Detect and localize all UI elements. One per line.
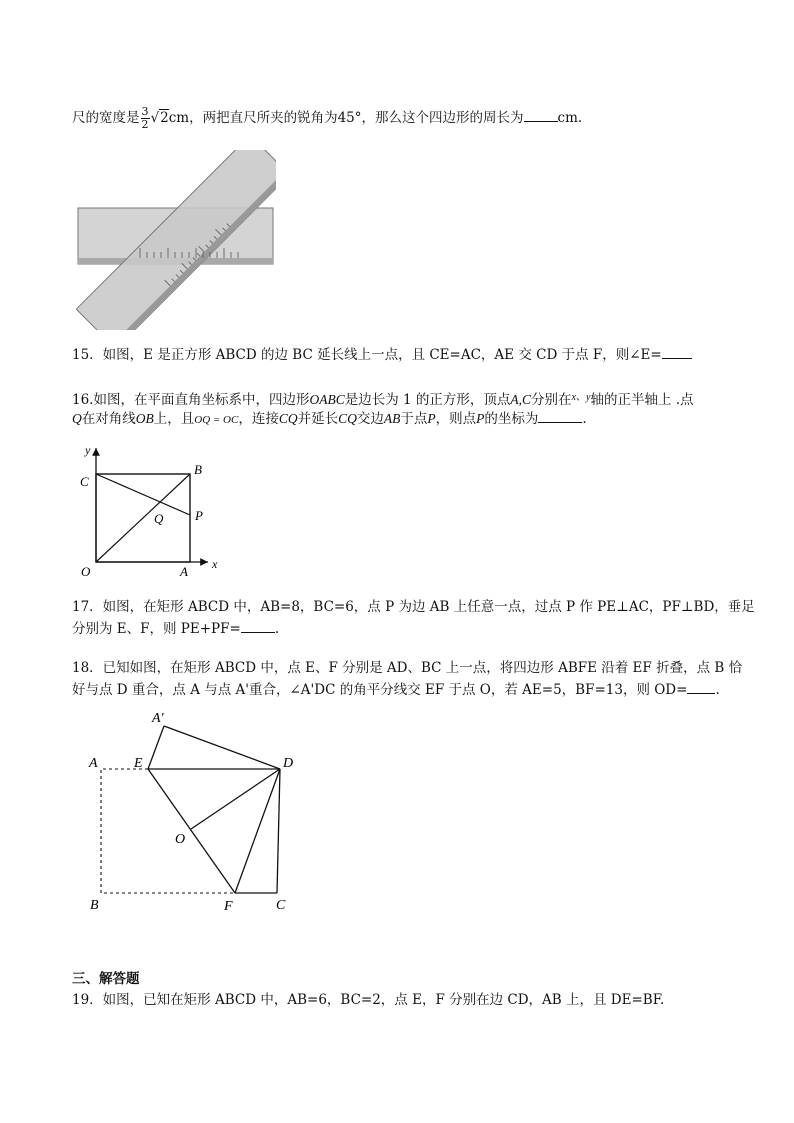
dashed-ABF	[101, 769, 235, 893]
figure-rulers	[76, 150, 276, 330]
answer-blank[interactable]	[662, 345, 692, 359]
figure-coordinate-square	[72, 440, 232, 580]
label-A: A	[89, 756, 98, 771]
question-16-line2: Q在对角线OB上，且OQ = OC，连接CQ并延长CQ交边AB于点P，则点P的坐标为 .	[72, 411, 587, 427]
section-title: 三、解答题	[72, 971, 140, 987]
question-18-line2: 好与点 D 重合，点 A 与点 A'重合，∠A'DC 的角平分线交 EF 于点 O，若 AE=5，BF=13，则 OD= .	[72, 682, 720, 698]
answer-blank[interactable]	[687, 680, 715, 694]
label-O: O	[175, 832, 186, 847]
label-Q: Q	[154, 511, 164, 526]
label-F: F	[224, 899, 233, 914]
question-17-line1: 17．如图，在矩形 ABCD 中，AB=8，BC=6，点 P 为边 AB 上任意一点，过点 P 作 PE⊥AC，PF⊥BD，垂足	[72, 599, 755, 615]
q14-line: 尺的宽度是 $\frac{3}{2}$ √2cm，两把直尺所夹的锐角为45°，那么这个四边形的周长为 cm.	[72, 105, 583, 131]
answer-blank[interactable]	[241, 619, 275, 633]
segment-EA1	[148, 726, 164, 769]
figure-folded-rectangle	[80, 706, 320, 916]
question-16-line1: 16.如图，在平面直角坐标系中，四边形OABC是边长为 1 的正方形，顶点A,C分别在$^{x、y}$轴的正半轴上 .点	[72, 392, 694, 408]
answer-blank[interactable]	[538, 409, 582, 423]
question-17-line2: 分别为 E、F，则 PE+PF= .	[72, 621, 280, 637]
label-x: x	[212, 557, 218, 571]
label-y: y	[85, 443, 91, 457]
segment-CP	[96, 474, 190, 515]
segment-DF	[235, 769, 280, 893]
label-B: B	[194, 462, 202, 477]
label-O: O	[81, 564, 91, 579]
label-C: C	[276, 898, 286, 913]
segment-OD	[191, 769, 280, 829]
question-15: 15．如图，E 是正方形 ABCD 的边 BC 延长线上一点，且 CE=AC，AE 交 CD 于点 F，则∠E=	[72, 345, 692, 365]
fraction: $\frac{3}{2}$	[141, 105, 149, 131]
label-A: A	[180, 564, 188, 579]
question-18-line1: 18．已知如图，在矩形 ABCD 中，点 E、F 分别是 AD、BC 上一点，将四边形 ABFE 沿着 EF 折叠，点 B 恰	[72, 660, 743, 676]
segment-A1D	[164, 726, 280, 769]
label-P: P	[195, 508, 203, 523]
segment-EF	[148, 769, 235, 893]
label-D: D	[283, 756, 294, 771]
label-A1: A′	[152, 711, 164, 726]
segment-DC	[277, 769, 280, 893]
label-C: C	[80, 474, 89, 489]
diagonal-OB	[96, 474, 190, 562]
answer-blank[interactable]	[524, 108, 558, 122]
label-B: B	[90, 898, 99, 913]
label-E: E	[134, 756, 143, 771]
question-19: 19．如图，已知在矩形 ABCD 中，AB=6，BC=2，点 E，F 分别在边 CD，AB 上，且 DE=BF.	[72, 992, 665, 1008]
